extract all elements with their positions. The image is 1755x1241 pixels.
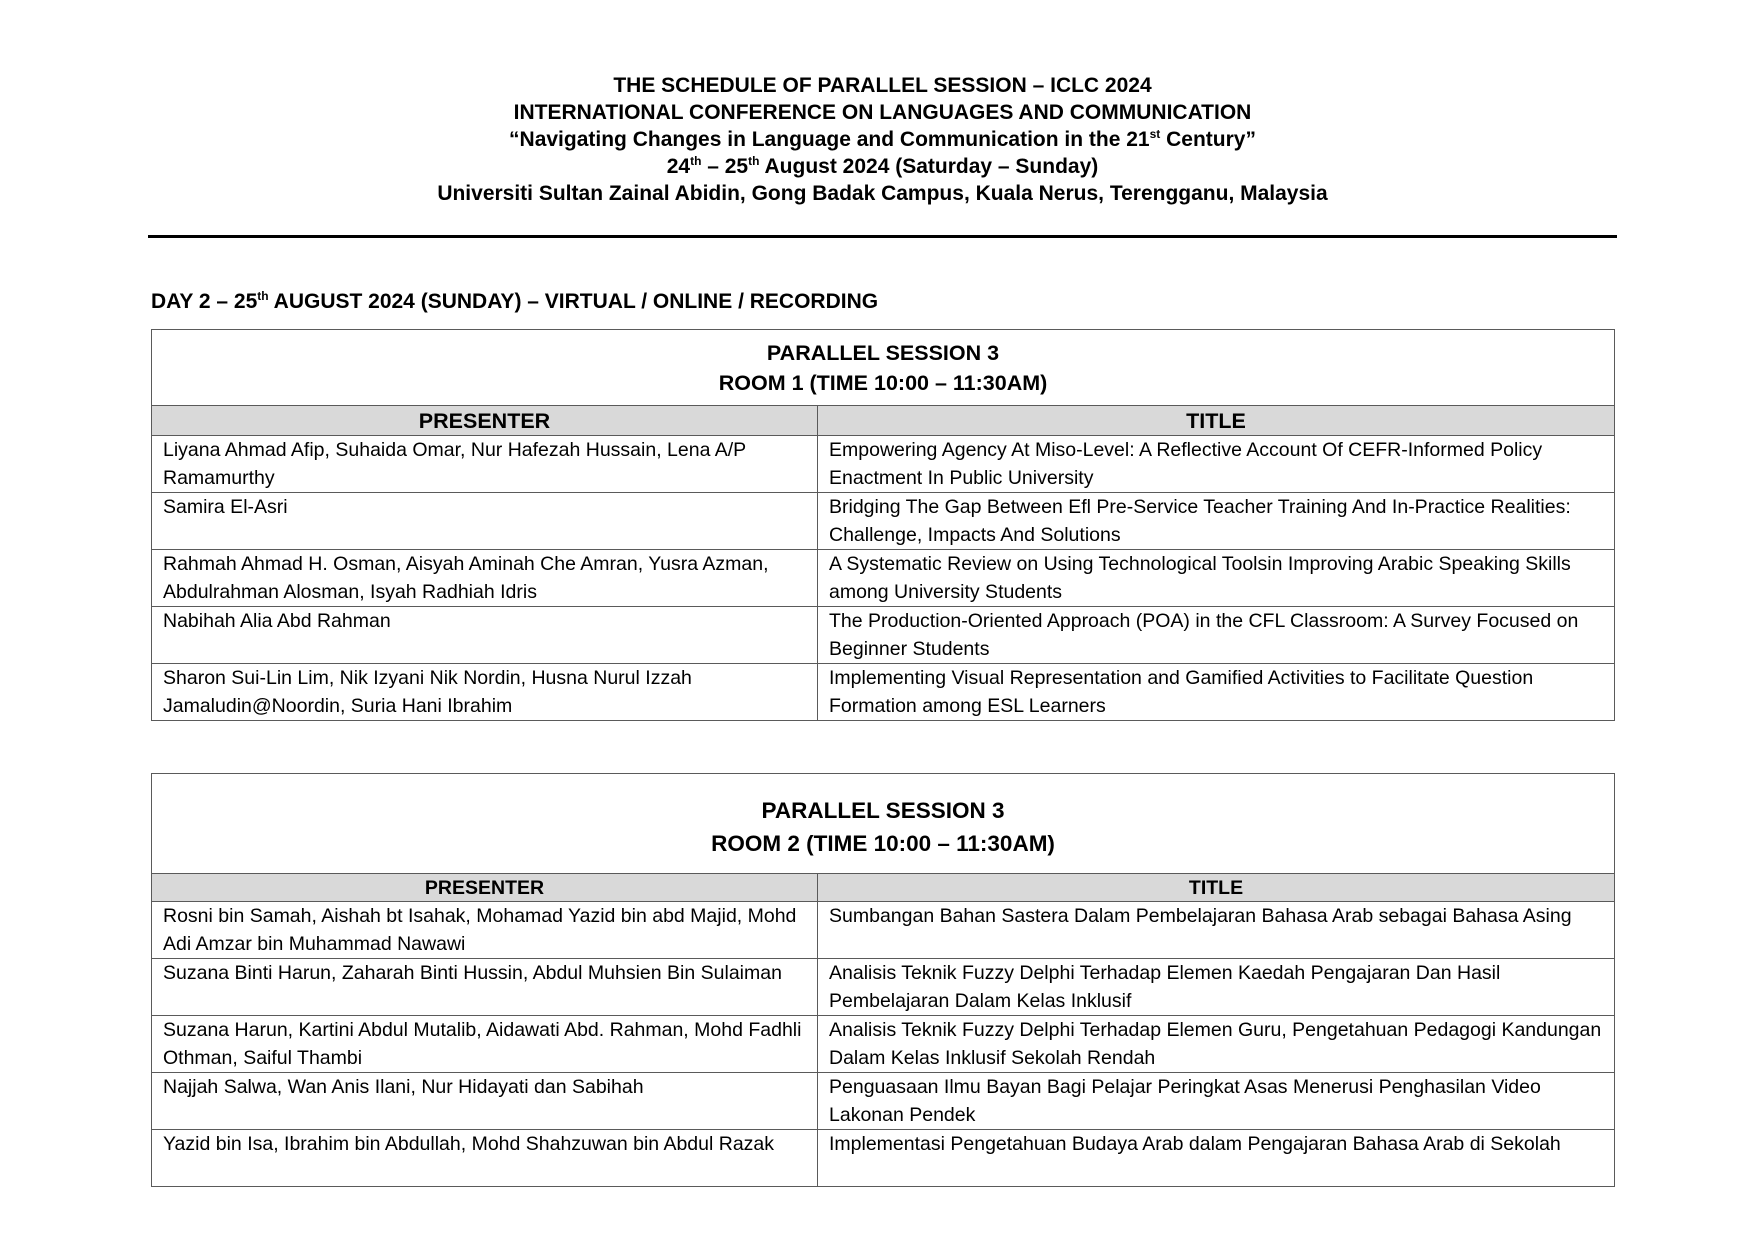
title-cell: Implementasi Pengetahuan Budaya Arab dalam Pengajaran Bahasa Arab di Sekolah <box>818 1130 1615 1187</box>
title-cell: Implementing Visual Representation and Gamified Activities to Facilitate Question Formation among ESL Learners <box>818 664 1615 721</box>
session-room: ROOM 1 (TIME 10:00 – 11:30AM) <box>718 370 1048 395</box>
title-cell: Analisis Teknik Fuzzy Delphi Terhadap Elemen Kaedah Pengajaran Dan Hasil Pembelajaran Dalam Kelas Inklusif <box>818 959 1615 1016</box>
title-cell: Sumbangan Bahan Sastera Dalam Pembelajaran Bahasa Arab sebagai Bahasa Asing <box>818 902 1615 959</box>
presenter-cell: Liyana Ahmad Afip, Suhaida Omar, Nur Hafezah Hussain, Lena A/P Ramamurthy <box>152 436 818 493</box>
presenter-cell: Suzana Harun, Kartini Abdul Mutalib, Aidawati Abd. Rahman, Mohd Fadhli Othman, Saiful Thambi <box>152 1016 818 1073</box>
presenter-cell: Yazid bin Isa, Ibrahim bin Abdullah, Mohd Shahzuwan bin Abdul Razak <box>152 1130 818 1187</box>
table-row <box>152 1073 1615 1130</box>
header-line-4: 24th – 25th August 2024 (Saturday – Sunday) <box>666 154 1099 178</box>
table-row <box>152 607 1615 664</box>
table-row <box>152 1130 1615 1187</box>
header-line-3: “Navigating Changes in Language and Communication in the 21st Century” <box>509 127 1256 151</box>
table-row <box>152 664 1615 721</box>
session-title: PARALLEL SESSION 3 <box>766 340 1000 365</box>
header-line-5: Universiti Sultan Zainal Abidin, Gong Badak Campus, Kuala Nerus, Terengganu, Malaysia <box>437 182 1328 205</box>
title-cell: Analisis Teknik Fuzzy Delphi Terhadap Elemen Guru, Pengetahuan Pedagogi Kandungan Dalam Kelas Inklusif Sekolah Rendah <box>818 1016 1615 1073</box>
table-row <box>152 436 1615 493</box>
title-cell: Penguasaan Ilmu Bayan Bagi Pelajar Peringkat Asas Menerusi Penghasilan Video Lakonan Pendek <box>818 1073 1615 1130</box>
session-title-cell <box>152 330 1615 406</box>
presenter-cell: Sharon Sui-Lin Lim, Nik Izyani Nik Nordin, Husna Nurul Izzah Jamaludin@Noordin, Suria Hani Ibrahim <box>152 664 818 721</box>
table-row <box>152 1016 1615 1073</box>
column-header-title: TITLE <box>818 406 1615 436</box>
session-title: PARALLEL SESSION 3 <box>761 798 1005 823</box>
presenter-cell: Nabihah Alia Abd Rahman <box>152 607 818 664</box>
header-line-2: INTERNATIONAL CONFERENCE ON LANGUAGES AND COMMUNICATION <box>513 101 1252 124</box>
table-row <box>152 550 1615 607</box>
session-table-room-2 <box>151 773 1615 1187</box>
presenter-cell: Samira El-Asri <box>152 493 818 550</box>
title-cell: Bridging The Gap Between Efl Pre-Service Teacher Training And In-Practice Realities: Challenge, Impacts And Solutions <box>818 493 1615 550</box>
table-row <box>152 493 1615 550</box>
document-header <box>0 72 1755 207</box>
table-row <box>152 902 1615 959</box>
column-header-presenter: PRESENTER <box>152 874 818 902</box>
title-cell: The Production-Oriented Approach (POA) in the CFL Classroom: A Survey Focused on Beginner Students <box>818 607 1615 664</box>
presenter-cell: Rahmah Ahmad H. Osman, Aisyah Aminah Che Amran, Yusra Azman, Abdulrahman Alosman, Isyah Radhiah Idris <box>152 550 818 607</box>
title-cell: Empowering Agency At Miso-Level: A Reflective Account Of CEFR-Informed Policy Enactment In Public University <box>818 436 1615 493</box>
column-header-presenter: PRESENTER <box>152 406 818 436</box>
session-title-cell <box>152 774 1615 874</box>
presenter-cell: Najjah Salwa, Wan Anis Ilani, Nur Hidayati dan Sabihah <box>152 1073 818 1130</box>
header-divider <box>148 235 1617 238</box>
day-heading: DAY 2 – 25th AUGUST 2024 (SUNDAY) – VIRTUAL / ONLINE / RECORDING <box>151 289 879 313</box>
column-header-title: TITLE <box>818 874 1615 902</box>
presenter-cell: Suzana Binti Harun, Zaharah Binti Hussin, Abdul Muhsien Bin Sulaiman <box>152 959 818 1016</box>
presenter-cell: Rosni bin Samah, Aishah bt Isahak, Mohamad Yazid bin abd Majid, Mohd Adi Amzar bin Muhammad Nawawi <box>152 902 818 959</box>
session-room: ROOM 2 (TIME 10:00 – 11:30AM) <box>711 831 1055 856</box>
header-line-1: THE SCHEDULE OF PARALLEL SESSION – ICLC 2024 <box>613 74 1152 97</box>
title-cell: A Systematic Review on Using Technological Toolsin Improving Arabic Speaking Skills among University Students <box>818 550 1615 607</box>
session-table-room-1 <box>151 329 1615 721</box>
table-row <box>152 959 1615 1016</box>
